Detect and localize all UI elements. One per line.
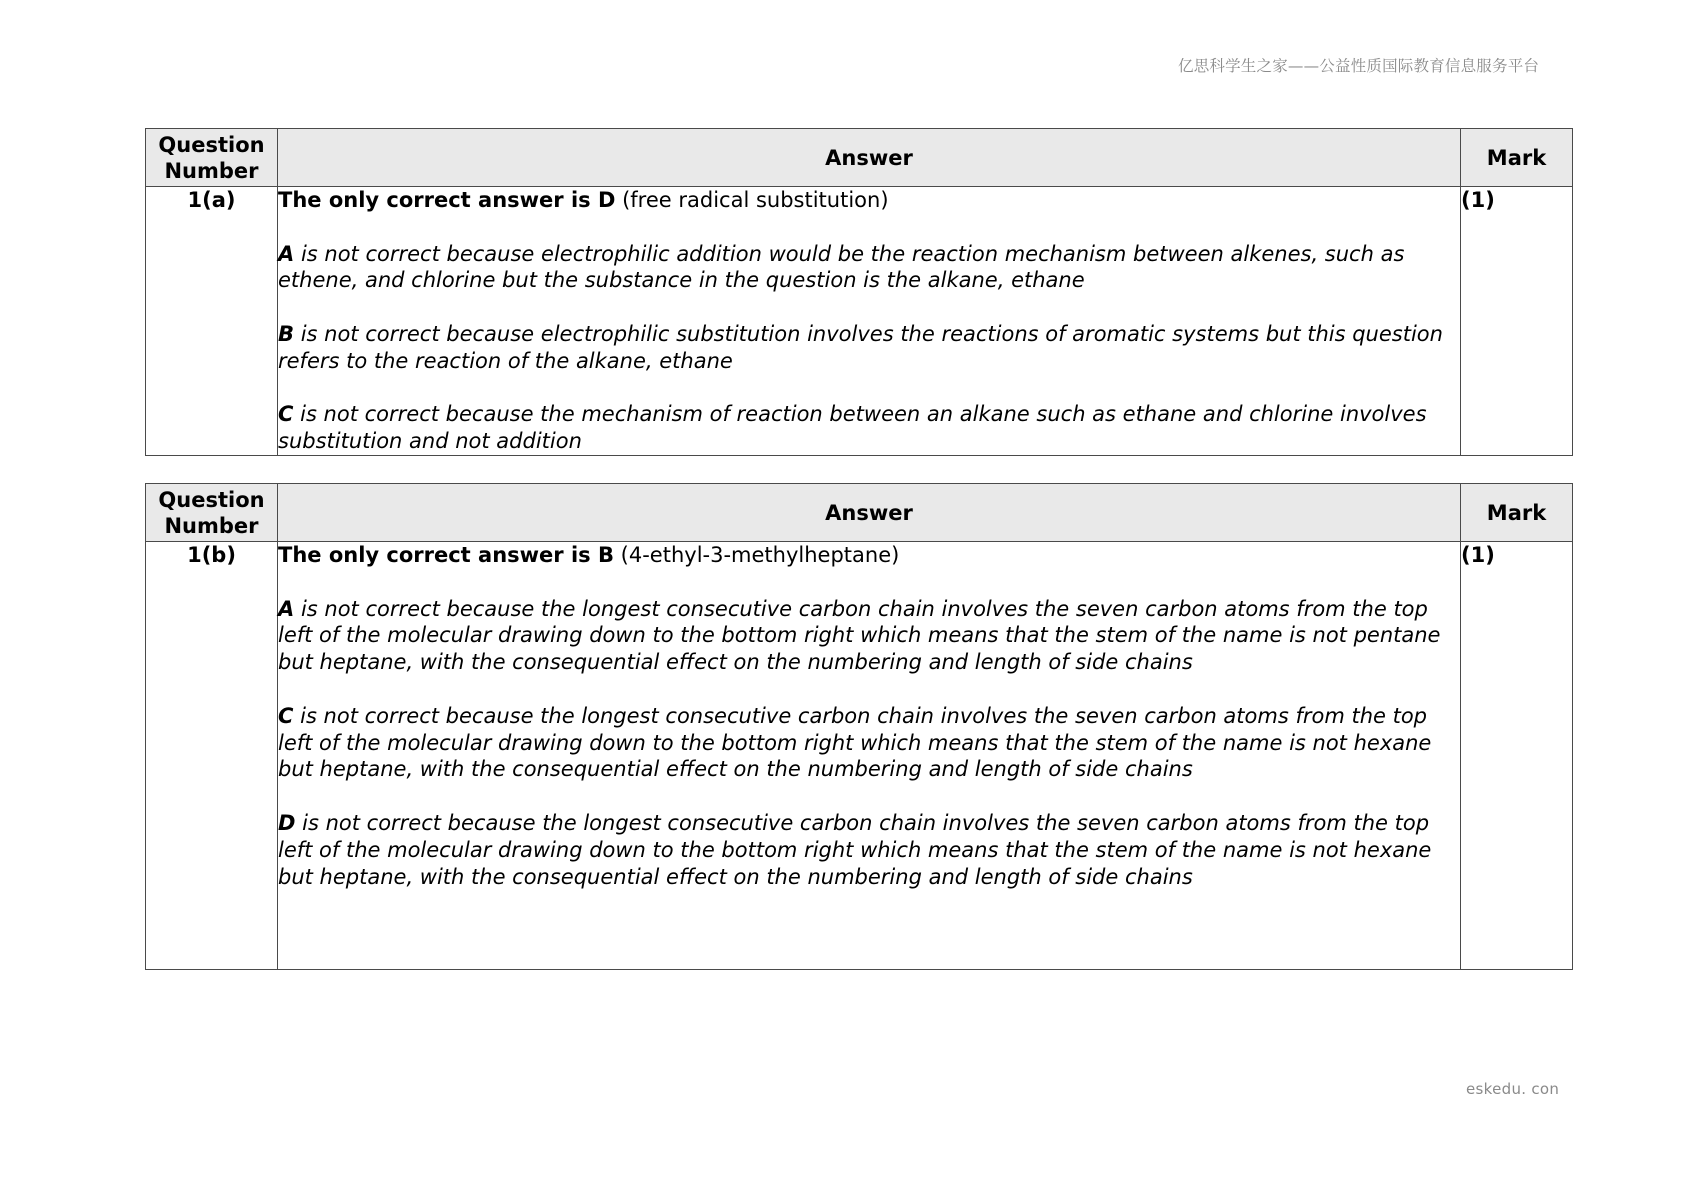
reason-c — [278, 703, 1460, 783]
question-number: 1(b) — [146, 542, 278, 970]
reason-letter: B — [278, 321, 295, 346]
table-row — [146, 542, 1573, 970]
table-row — [146, 187, 1573, 456]
reason-letter: D — [278, 810, 296, 835]
column-header-question-number — [146, 129, 278, 187]
reason-a — [278, 241, 1460, 295]
reason-letter: C — [278, 402, 294, 427]
column-header-mark: Mark — [1461, 484, 1573, 542]
mark-value: (1) — [1461, 187, 1573, 456]
reason-letter: C — [278, 703, 294, 728]
header-watermark: 亿思科学生之家——公益性质国际教育信息服务平台 — [1178, 57, 1540, 75]
reason-b — [278, 321, 1460, 375]
correct-answer-line — [278, 542, 1460, 569]
reason-text: is not correct because the mechanism of reaction between an alkane such as ethane and chlorine involves substitution and not addition — [278, 402, 1427, 454]
reason-text: is not correct because electrophilic addition would be the reaction mechanism between alkenes, such as ethene, and chlorine but the substance in the question is the alkane, ethane — [278, 241, 1405, 293]
correct-answer-detail: (4-ethyl-3-methylheptane) — [620, 543, 900, 567]
table-header-row — [146, 129, 1573, 187]
reason-text: is not correct because electrophilic substitution involves the reactions of aromatic systems but this question refers to the reaction of the alkane, ethane — [278, 321, 1443, 373]
correct-answer-prefix: The only correct answer is D — [278, 188, 616, 212]
footer-site-text: eskedu. con — [1466, 1080, 1560, 1098]
reason-text: is not correct because the longest consecutive carbon chain involves the seven carbon atoms from the top left of the molecular drawing down to the bottom right which means that the stem of the name is not hexane but heptane, with the consequential effect on the numbering and length of side chains — [278, 703, 1432, 782]
column-header-answer: Answer — [278, 484, 1461, 542]
reason-letter: A — [278, 241, 295, 266]
correct-answer-line — [278, 187, 1460, 214]
question-number: 1(a) — [146, 187, 278, 456]
answer-cell — [278, 542, 1461, 970]
reason-d — [278, 810, 1460, 890]
table-header-row — [146, 484, 1573, 542]
reason-text: is not correct because the longest consecutive carbon chain involves the seven carbon atoms from the top left of the molecular drawing down to the bottom right which means that the stem of the name is not hexane but heptane, with the consequential effect on the numbering and length of side chains — [278, 810, 1432, 889]
reason-a — [278, 596, 1460, 676]
reason-letter: A — [278, 596, 295, 621]
mark-scheme-table-1a — [145, 128, 1573, 456]
correct-answer-prefix: The only correct answer is B — [278, 543, 614, 567]
column-header-mark: Mark — [1461, 129, 1573, 187]
question-number-header-label: Question Number — [158, 487, 265, 538]
mark-value: (1) — [1461, 542, 1573, 970]
column-header-question-number — [146, 484, 278, 542]
question-number-header-label: Question Number — [158, 132, 265, 183]
correct-answer-detail: (free radical substitution) — [622, 188, 889, 212]
column-header-answer: Answer — [278, 129, 1461, 187]
reason-text: is not correct because the longest consecutive carbon chain involves the seven carbon atoms from the top left of the molecular drawing down to the bottom right which means that the stem of the name is not pentane but heptane, with the consequential effect on the numbering and length of side chains — [278, 596, 1441, 675]
mark-scheme-table-1b — [145, 483, 1573, 970]
reason-c — [278, 401, 1460, 455]
answer-cell — [278, 187, 1461, 456]
